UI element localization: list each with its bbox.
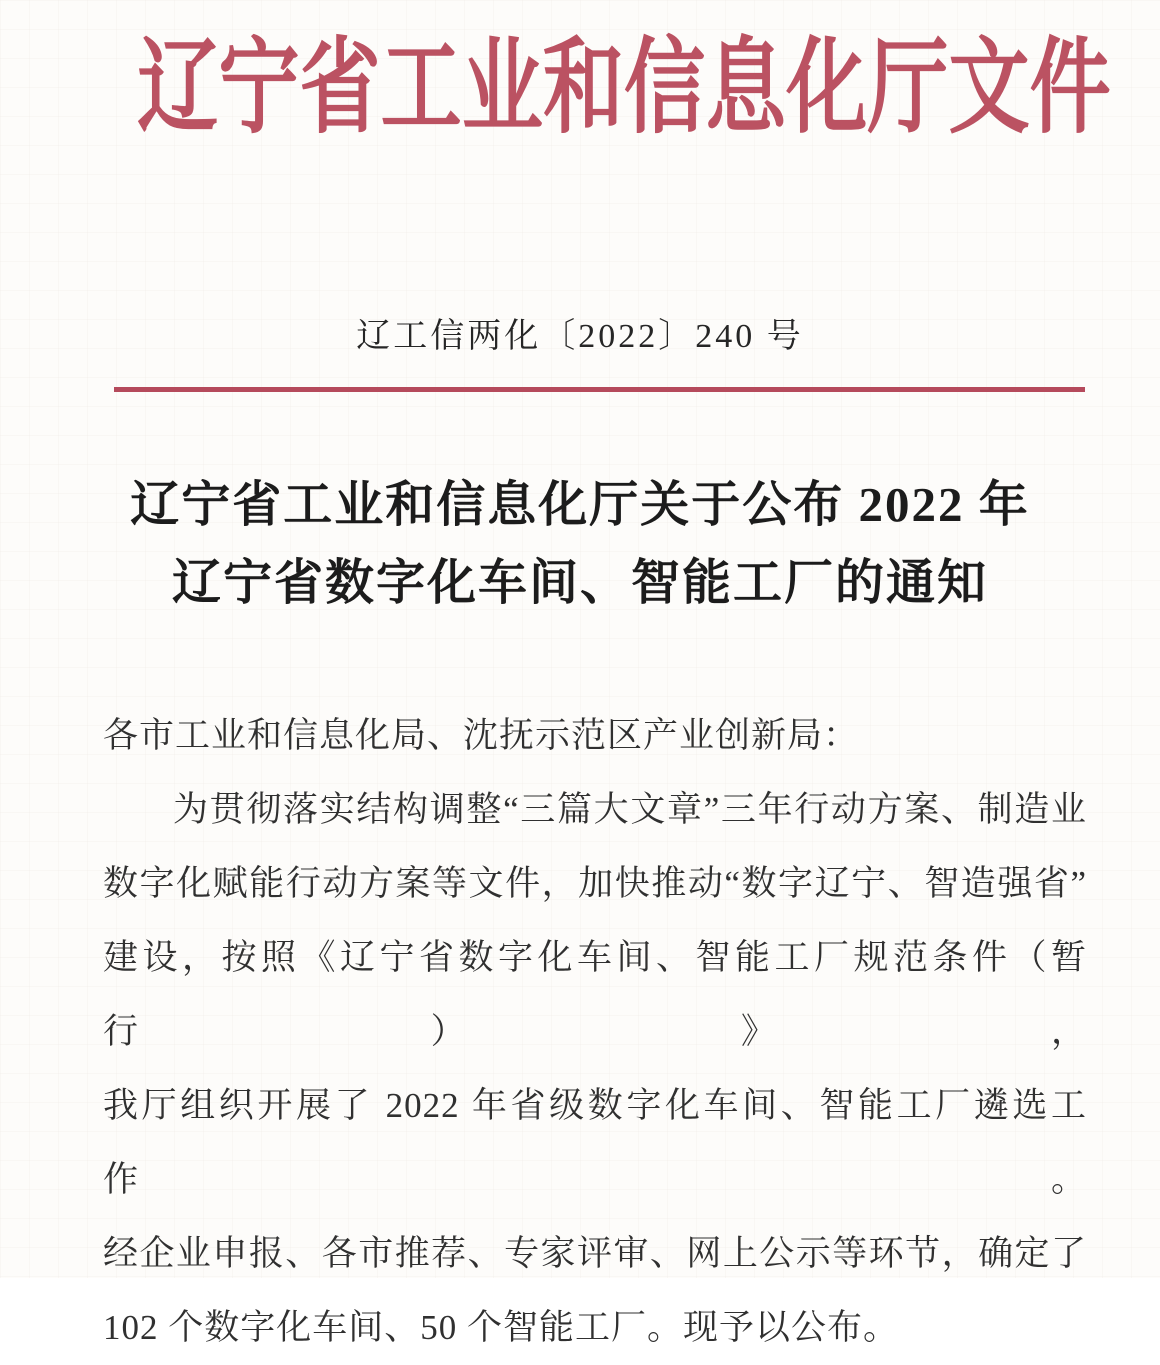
masthead-title-text: 辽宁省工业和信息化厅文件 [137,31,1111,146]
body-line: 数字化赋能行动方案等文件，加快推动“数字辽宁、智造强省” [103,864,1087,903]
body-line: 为贯彻落实结构调整“三篇大文章”三年行动方案、制造业 [173,790,1087,829]
document-body [103,699,1087,1365]
masthead-title [0,26,1160,152]
document-number: 辽工信两化〔2022〕240 号 [356,318,804,355]
body-line: 建设，按照《辽宁省数字化车间、智能工厂规范条件（暂行）》， [103,938,1087,1051]
document-title-line-2: 辽宁省数字化车间、智能工厂的通知 [171,555,988,610]
document-title [0,466,1160,622]
body-line: 我厅组织开展了 2022 年省级数字化车间、智能工厂遴选工作。 [103,1086,1087,1199]
salutation-line: 各市工业和信息化局、沈抚示范区产业创新局： [103,716,860,755]
body-line: 经企业申报、各市推荐、专家评审、网上公示等环节，确定了 [103,1234,1087,1273]
red-divider-rule [114,387,1085,392]
body-line: 102 个数字化车间、50 个智能工厂。现予以公布。 [103,1308,900,1347]
document-title-line-1: 辽宁省工业和信息化厅关于公布 2022 年 [130,477,1030,532]
